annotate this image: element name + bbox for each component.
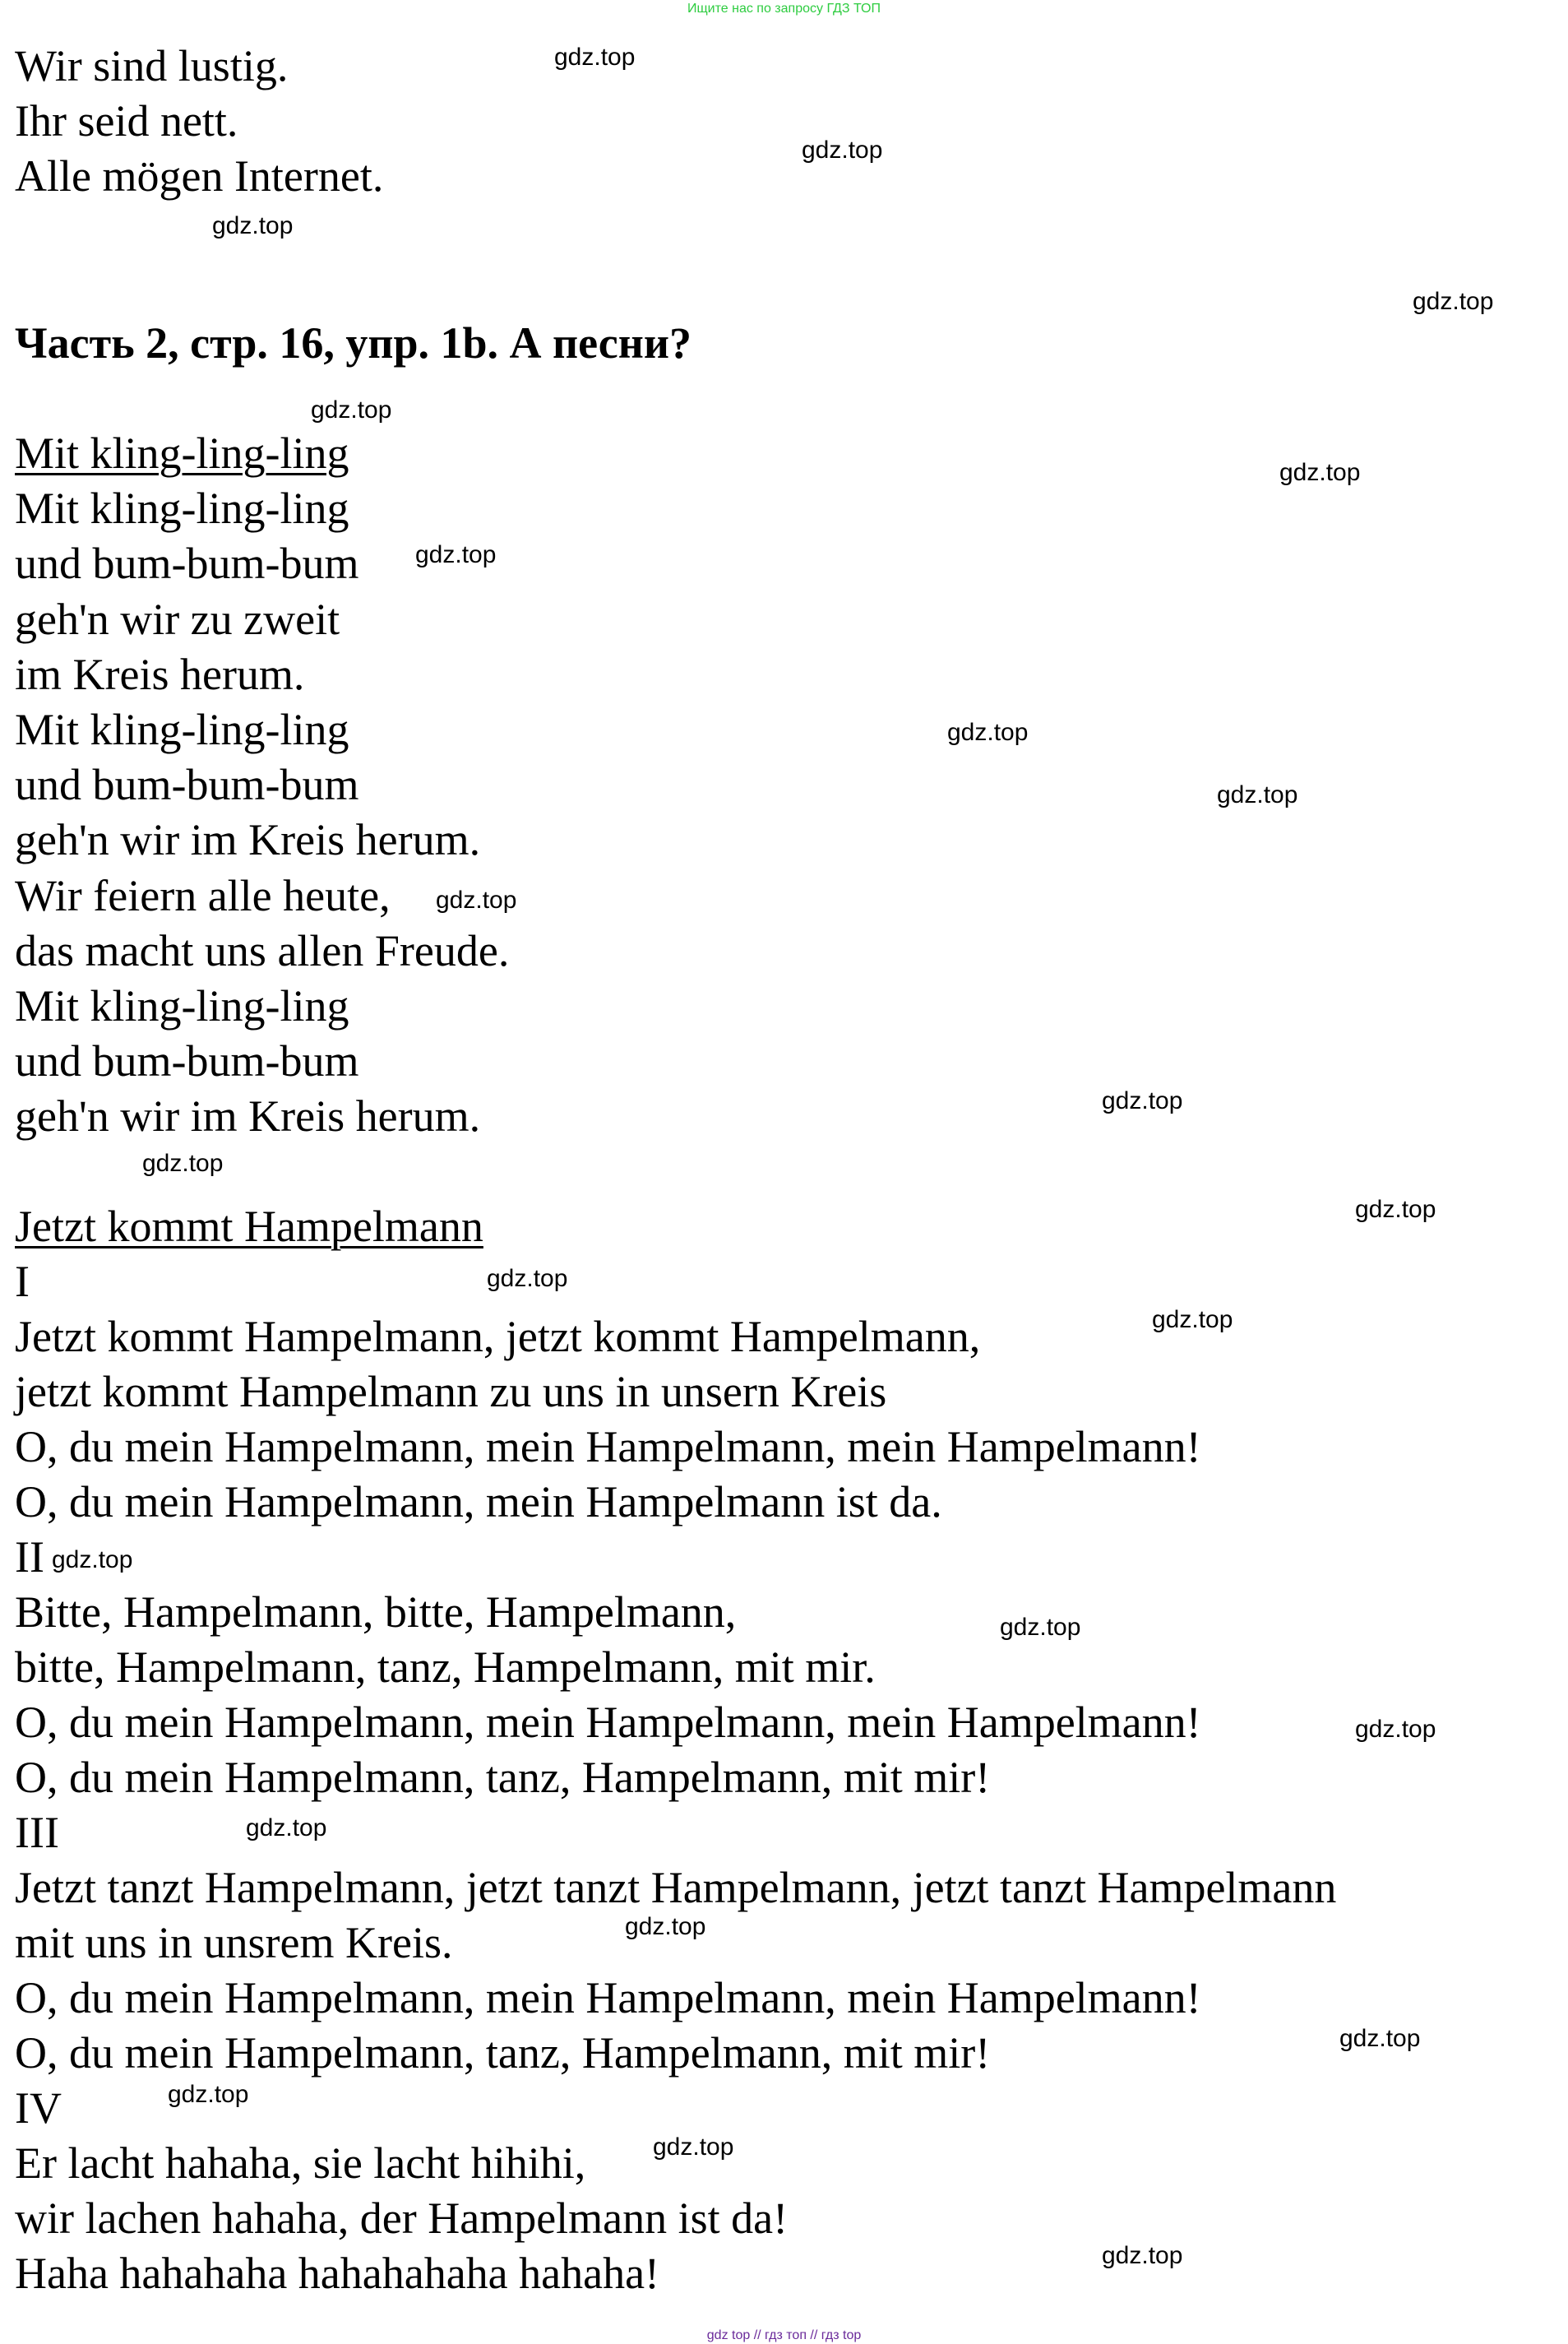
watermark: gdz.top [554, 44, 636, 71]
song-line: das macht uns allen Freude. [15, 926, 510, 975]
watermark: gdz.top [142, 1150, 224, 1177]
verse-number: I [15, 1257, 30, 1306]
watermark: gdz.top [487, 1265, 568, 1292]
intro-line: Ihr seid nett. [15, 96, 238, 146]
watermark: gdz.top [52, 1546, 133, 1573]
song-line: Mit kling-ling-ling [15, 981, 349, 1031]
verse-number: II [15, 1532, 44, 1582]
song-line: wir lachen hahaha, der Hampelmann ist da! [15, 2193, 789, 2243]
song-line: Bitte, Hampelmann, bitte, Hampelmann, [15, 1587, 737, 1637]
intro-line: Alle mögen Internet. [15, 151, 384, 201]
song-line: O, du mein Hampelmann, mein Hampelmann, mein Hampelmann! [15, 1422, 1201, 1471]
section-heading: Часть 2, стр. 16, упр. 1b. А песни? [15, 318, 691, 368]
watermark: gdz.top [1152, 1306, 1233, 1333]
song-line: geh'n wir zu zweit [15, 595, 340, 644]
song-line: Wir feiern alle heute, [15, 871, 391, 920]
watermark: gdz.top [802, 137, 883, 164]
watermark: gdz.top [625, 1913, 706, 1940]
watermark: gdz.top [168, 2081, 249, 2108]
song-line: O, du mein Hampelmann, mein Hampelmann ist da. [15, 1477, 942, 1526]
song-line: O, du mein Hampelmann, mein Hampelmann, mein Hampelmann! [15, 1698, 1201, 1747]
verse-number: III [15, 1808, 59, 1857]
watermark: gdz.top [1102, 1087, 1183, 1114]
watermark: gdz.top [1355, 1196, 1436, 1223]
song-line: geh'n wir im Kreis herum. [15, 815, 481, 864]
watermark: gdz.top [1217, 781, 1298, 808]
song-line: Mit kling-ling-ling [15, 484, 349, 533]
song-title: Jetzt kommt Hampelmann [15, 1202, 483, 1251]
song-line: jetzt kommt Hampelmann zu uns in unsern Kreis [15, 1367, 887, 1416]
footer-links[interactable]: gdz top // гдз топ // гдз top [706, 2328, 862, 2342]
watermark: gdz.top [311, 396, 392, 424]
song-line: O, du mein Hampelmann, tanz, Hampelmann, mit mir! [15, 1753, 991, 1802]
song-line: geh'n wir im Kreis herum. [15, 1091, 481, 1141]
watermark: gdz.top [1355, 1716, 1436, 1743]
watermark: gdz.top [947, 719, 1029, 746]
song-line: Er lacht hahaha, sie lacht hihihi, [15, 2138, 586, 2188]
song-line: O, du mein Hampelmann, mein Hampelmann, mein Hampelmann! [15, 1973, 1201, 2022]
watermark: gdz.top [1339, 2025, 1421, 2052]
watermark: gdz.top [212, 212, 294, 239]
watermark: gdz.top [436, 887, 517, 914]
watermark: gdz.top [1413, 288, 1494, 315]
top-banner[interactable]: Ищите нас по запросу ГДЗ ТОП [687, 2, 881, 16]
watermark: gdz.top [246, 1814, 327, 1841]
song-line: im Kreis herum. [15, 650, 305, 699]
song-line: Jetzt tanzt Hampelmann, jetzt tanzt Hampelmann, jetzt tanzt Hampelmann [15, 1863, 1337, 1912]
song-line: und bum-bum-bum [15, 760, 359, 809]
intro-line: Wir sind lustig. [15, 41, 289, 90]
song-line: O, du mein Hampelmann, tanz, Hampelmann, mit mir! [15, 2028, 991, 2078]
watermark: gdz.top [415, 541, 497, 568]
watermark: gdz.top [1000, 1614, 1081, 1641]
watermark: gdz.top [1102, 2242, 1183, 2269]
watermark: gdz.top [1279, 459, 1361, 486]
song-title: Mit kling-ling-ling [15, 428, 349, 478]
song-line: Haha hahahaha hahahahaha hahaha! [15, 2249, 660, 2298]
song-line: und bum-bum-bum [15, 1036, 359, 1086]
song-line: bitte, Hampelmann, tanz, Hampelmann, mit mir. [15, 1642, 876, 1692]
song-line: Mit kling-ling-ling [15, 705, 349, 754]
verse-number: IV [15, 2083, 62, 2133]
watermark: gdz.top [653, 2133, 734, 2161]
song-line: und bum-bum-bum [15, 539, 359, 588]
song-line: Jetzt kommt Hampelmann, jetzt kommt Hampelmann, [15, 1312, 981, 1361]
song-line: mit uns in unsrem Kreis. [15, 1918, 453, 1967]
